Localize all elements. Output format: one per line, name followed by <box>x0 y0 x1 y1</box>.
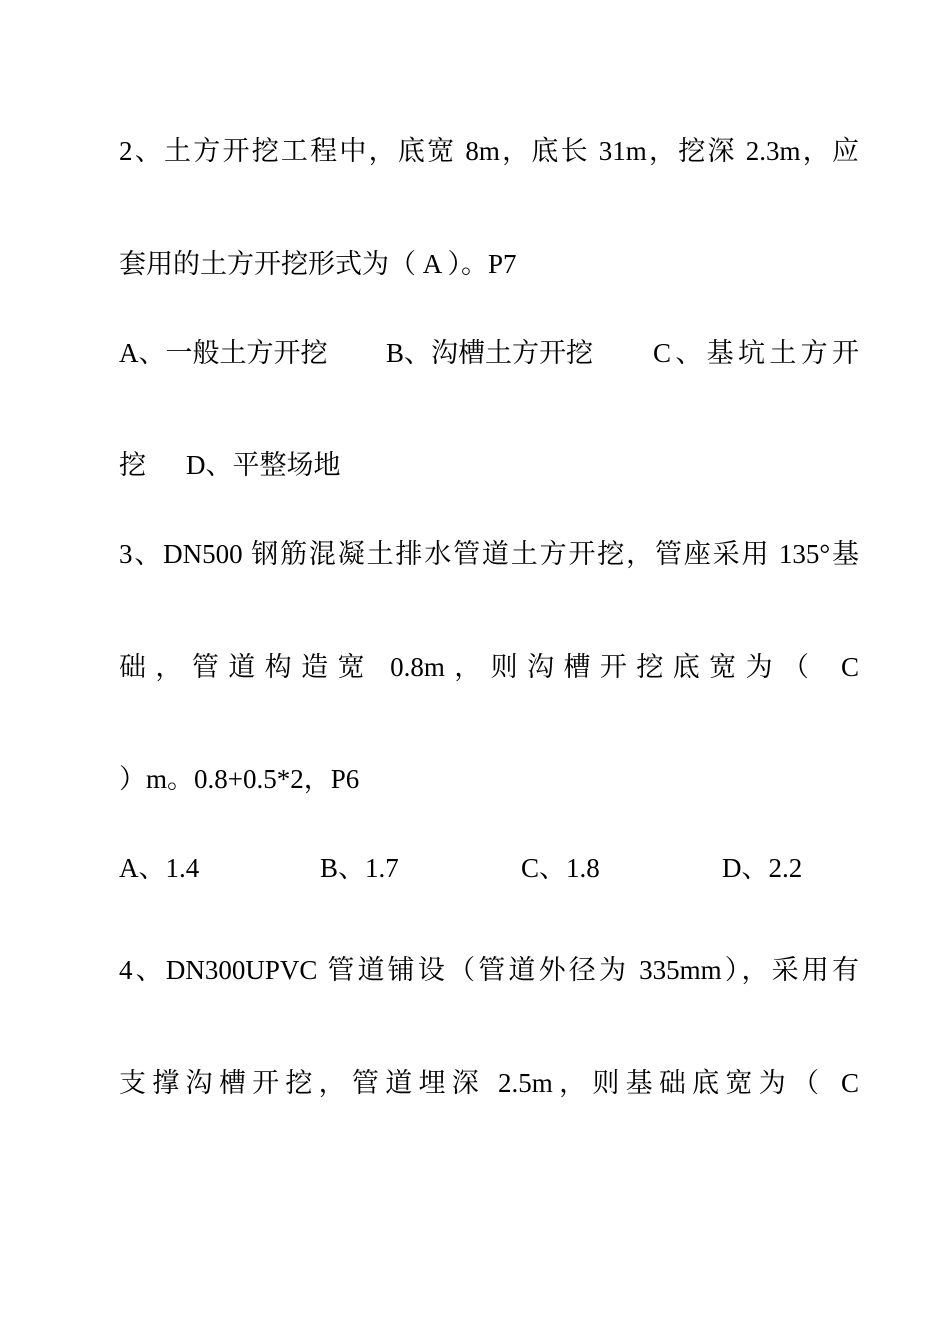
q3-option-d: D、2.2 <box>722 853 803 883</box>
q2-option-c-wrap: 挖 <box>119 450 146 480</box>
q4-line-2 <box>119 1063 859 1103</box>
q2-line-2: 套用的土方开挖形式为（ A ）。P7 <box>119 249 517 279</box>
q2-option-d: D、平整场地 <box>186 450 341 480</box>
q4-answer: C <box>841 1068 860 1098</box>
q3-option-c: C、1.8 <box>521 853 600 883</box>
q2-options-row-2 <box>119 445 859 485</box>
q3-line-1: 3、DN500 钢筋混凝土排水管道土方开挖，管座采用 135°基 <box>119 539 859 569</box>
q4-line-1: 4、DN300UPVC 管道铺设（管道外径为 335mm），采用有 <box>119 955 859 985</box>
q3-line-2-text: 础，管道构造宽 0.8m，则沟槽开挖底宽为（ <box>119 652 809 682</box>
q3-option-a: A、1.4 <box>119 853 200 883</box>
q3-answer: C <box>841 652 860 682</box>
q3-line-3: ）m。0.8+0.5*2，P6 <box>119 764 360 794</box>
q2-option-a: A、一般土方开挖 <box>119 338 328 368</box>
q2-option-b: B、沟槽土方开挖 <box>386 338 594 368</box>
q2-line-1: 2、土方开挖工程中，底宽 8m，底长 31m，挖深 2.3m，应 <box>119 136 859 166</box>
q3-options-row <box>119 848 859 888</box>
q2-option-c: C、基坑土方开 <box>653 338 859 368</box>
q2-options-row <box>119 333 859 373</box>
q3-option-b: B、1.7 <box>320 853 399 883</box>
q4-line-2-text: 支撑沟槽开挖，管道埋深 2.5m，则基础底宽为（ <box>119 1068 819 1098</box>
q3-line-2 <box>119 647 859 687</box>
